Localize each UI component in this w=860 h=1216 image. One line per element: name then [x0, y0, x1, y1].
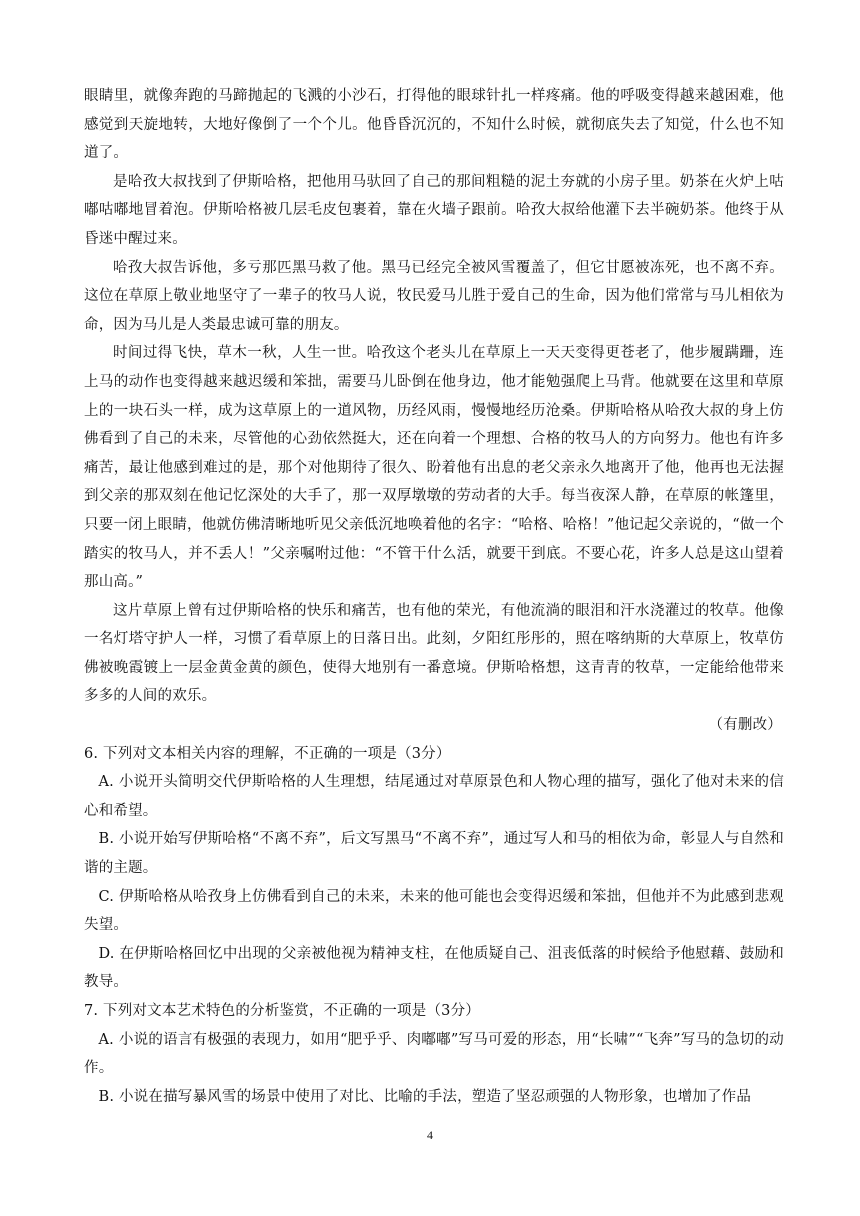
- document-page: [84, 82, 784, 1111]
- question-6-option-b: B. 小说开始写伊斯哈格“不离不弃”，后文写黑马“不离不弃”，通过写人和马的相依为命，彰显人与自然和谐的主题。: [84, 831, 784, 877]
- edit-note: （有删改）: [708, 717, 782, 734]
- page-number: 4: [427, 1128, 433, 1142]
- question-6-option-a: A. 小说开头简明交代伊斯哈格的人生理想，结尾通过对草原景色和人物心理的描写，强化了他对未来的信心和希望。: [84, 774, 784, 819]
- story-paragraph-5: 这片草原上曾有过伊斯哈格的快乐和痛苦，也有他的荣光，有他流淌的眼泪和汗水浇灌过的牧草。他像一名灯塔守护人一样，习惯了看草原上的日落日出。此刻，夕阳红彤彤的，照在喀纳斯的大草原上，牧草仿佛被晚霞镀上一层金黄金黄的颜色，使得大地别有一番意境。伊斯哈格想，这青青的牧草，一定能给他带来多多的人间的欢乐。: [84, 602, 784, 705]
- story-paragraph-3: 哈孜大叔告诉他，多亏那匹黑马救了他。黑马已经完全被风雪覆盖了，但它甘愿被冻死，也不离不弃。这位在草原上敬业地坚守了一辈子的牧马人说，牧民爱马儿胜于爱自己的生命，因为他们常常与马儿相依为命，因为马儿是人类最忠诚可靠的朋友。: [84, 259, 784, 333]
- question-6-option-c: C. 伊斯哈格从哈孜身上仿佛看到自己的未来，未来的他可能也会变得迟缓和笨拙，但他并不为此感到悲观失望。: [84, 888, 784, 934]
- story-paragraph-2: 是哈孜大叔找到了伊斯哈格，把他用马驮回了自己的那间粗糙的泥土夯就的小房子里。奶茶在火炉上咕嘟咕嘟地冒着泡。伊斯哈格被几层毛皮包裹着，靠在火墙子跟前。哈孜大叔给他灌下去半碗奶茶。他终于从昏迷中醒过来。: [84, 173, 784, 247]
- story-paragraph-4: 时间过得飞快，草木一秋，人生一世。哈孜这个老头儿在草原上一天天变得更苍老了，他步履蹒跚，连上马的动作也变得越来越迟缓和笨拙，需要马儿卧倒在他身边，他才能勉强爬上马背。他就要在这里和草原上的一块石头一样，成为这草原上的一道风物，历经风雨，慢慢地经历沧桑。伊斯哈格从哈孜大叔的身上仿佛看到了自己的未来，尽管他的心劲依然挺大，还在向着一个理想、合格的牧马人的方向努力。他也有许多痛苦，最让他感到难过的是，那个对他期待了很久、盼着他有出息的老父亲永久地离开了他，他再也无法握到父亲的那双刻在他记忆深处的大手了，那一双厚墩墩的劳动者的大手。每当夜深人静，在草原的帐篷里，只要一闭上眼睛，他就仿佛清晰地听见父亲低沉地唤着他的名字：“哈格、哈格！”他记起父亲说的，“做一个踏实的牧马人，并不丢人！”父亲嘱咐过他：“不管干什么活，就要干到底。不要心花，许多人总是这山望着那山高。”: [84, 345, 784, 591]
- story-paragraph-1: 眼睛里，就像奔跑的马蹄抛起的飞溅的小沙石，打得他的眼球针扎一样疼痛。他的呼吸变得越来越困难，他感觉到天旋地转，大地好像倒了一个个儿。他昏昏沉沉的，不知什么时候，就彻底失去了知觉，什么也不知道了。: [84, 88, 784, 162]
- question-7-option-a: A. 小说的语言有极强的表现力，如用“肥乎乎、肉嘟嘟”写马可爱的形态，用“长啸”“飞奔”写马的急切的动作。: [84, 1031, 784, 1077]
- question-7-option-b: B. 小说在描写暴风雪的场景中使用了对比、比喻的手法，塑造了坚忍顽强的人物形象，也增加了作品: [98, 1088, 752, 1105]
- question-6-option-d: D. 在伊斯哈格回忆中出现的父亲被他视为精神支柱，在他质疑自己、沮丧低落的时候给予他慰藉、鼓励和教导。: [84, 945, 784, 991]
- question-6-title: 6. 下列对文本相关内容的理解，不正确的一项是（3分）: [84, 745, 451, 762]
- question-7-title: 7. 下列对文本艺术特色的分析鉴赏，不正确的一项是（3分）: [84, 1003, 480, 1019]
